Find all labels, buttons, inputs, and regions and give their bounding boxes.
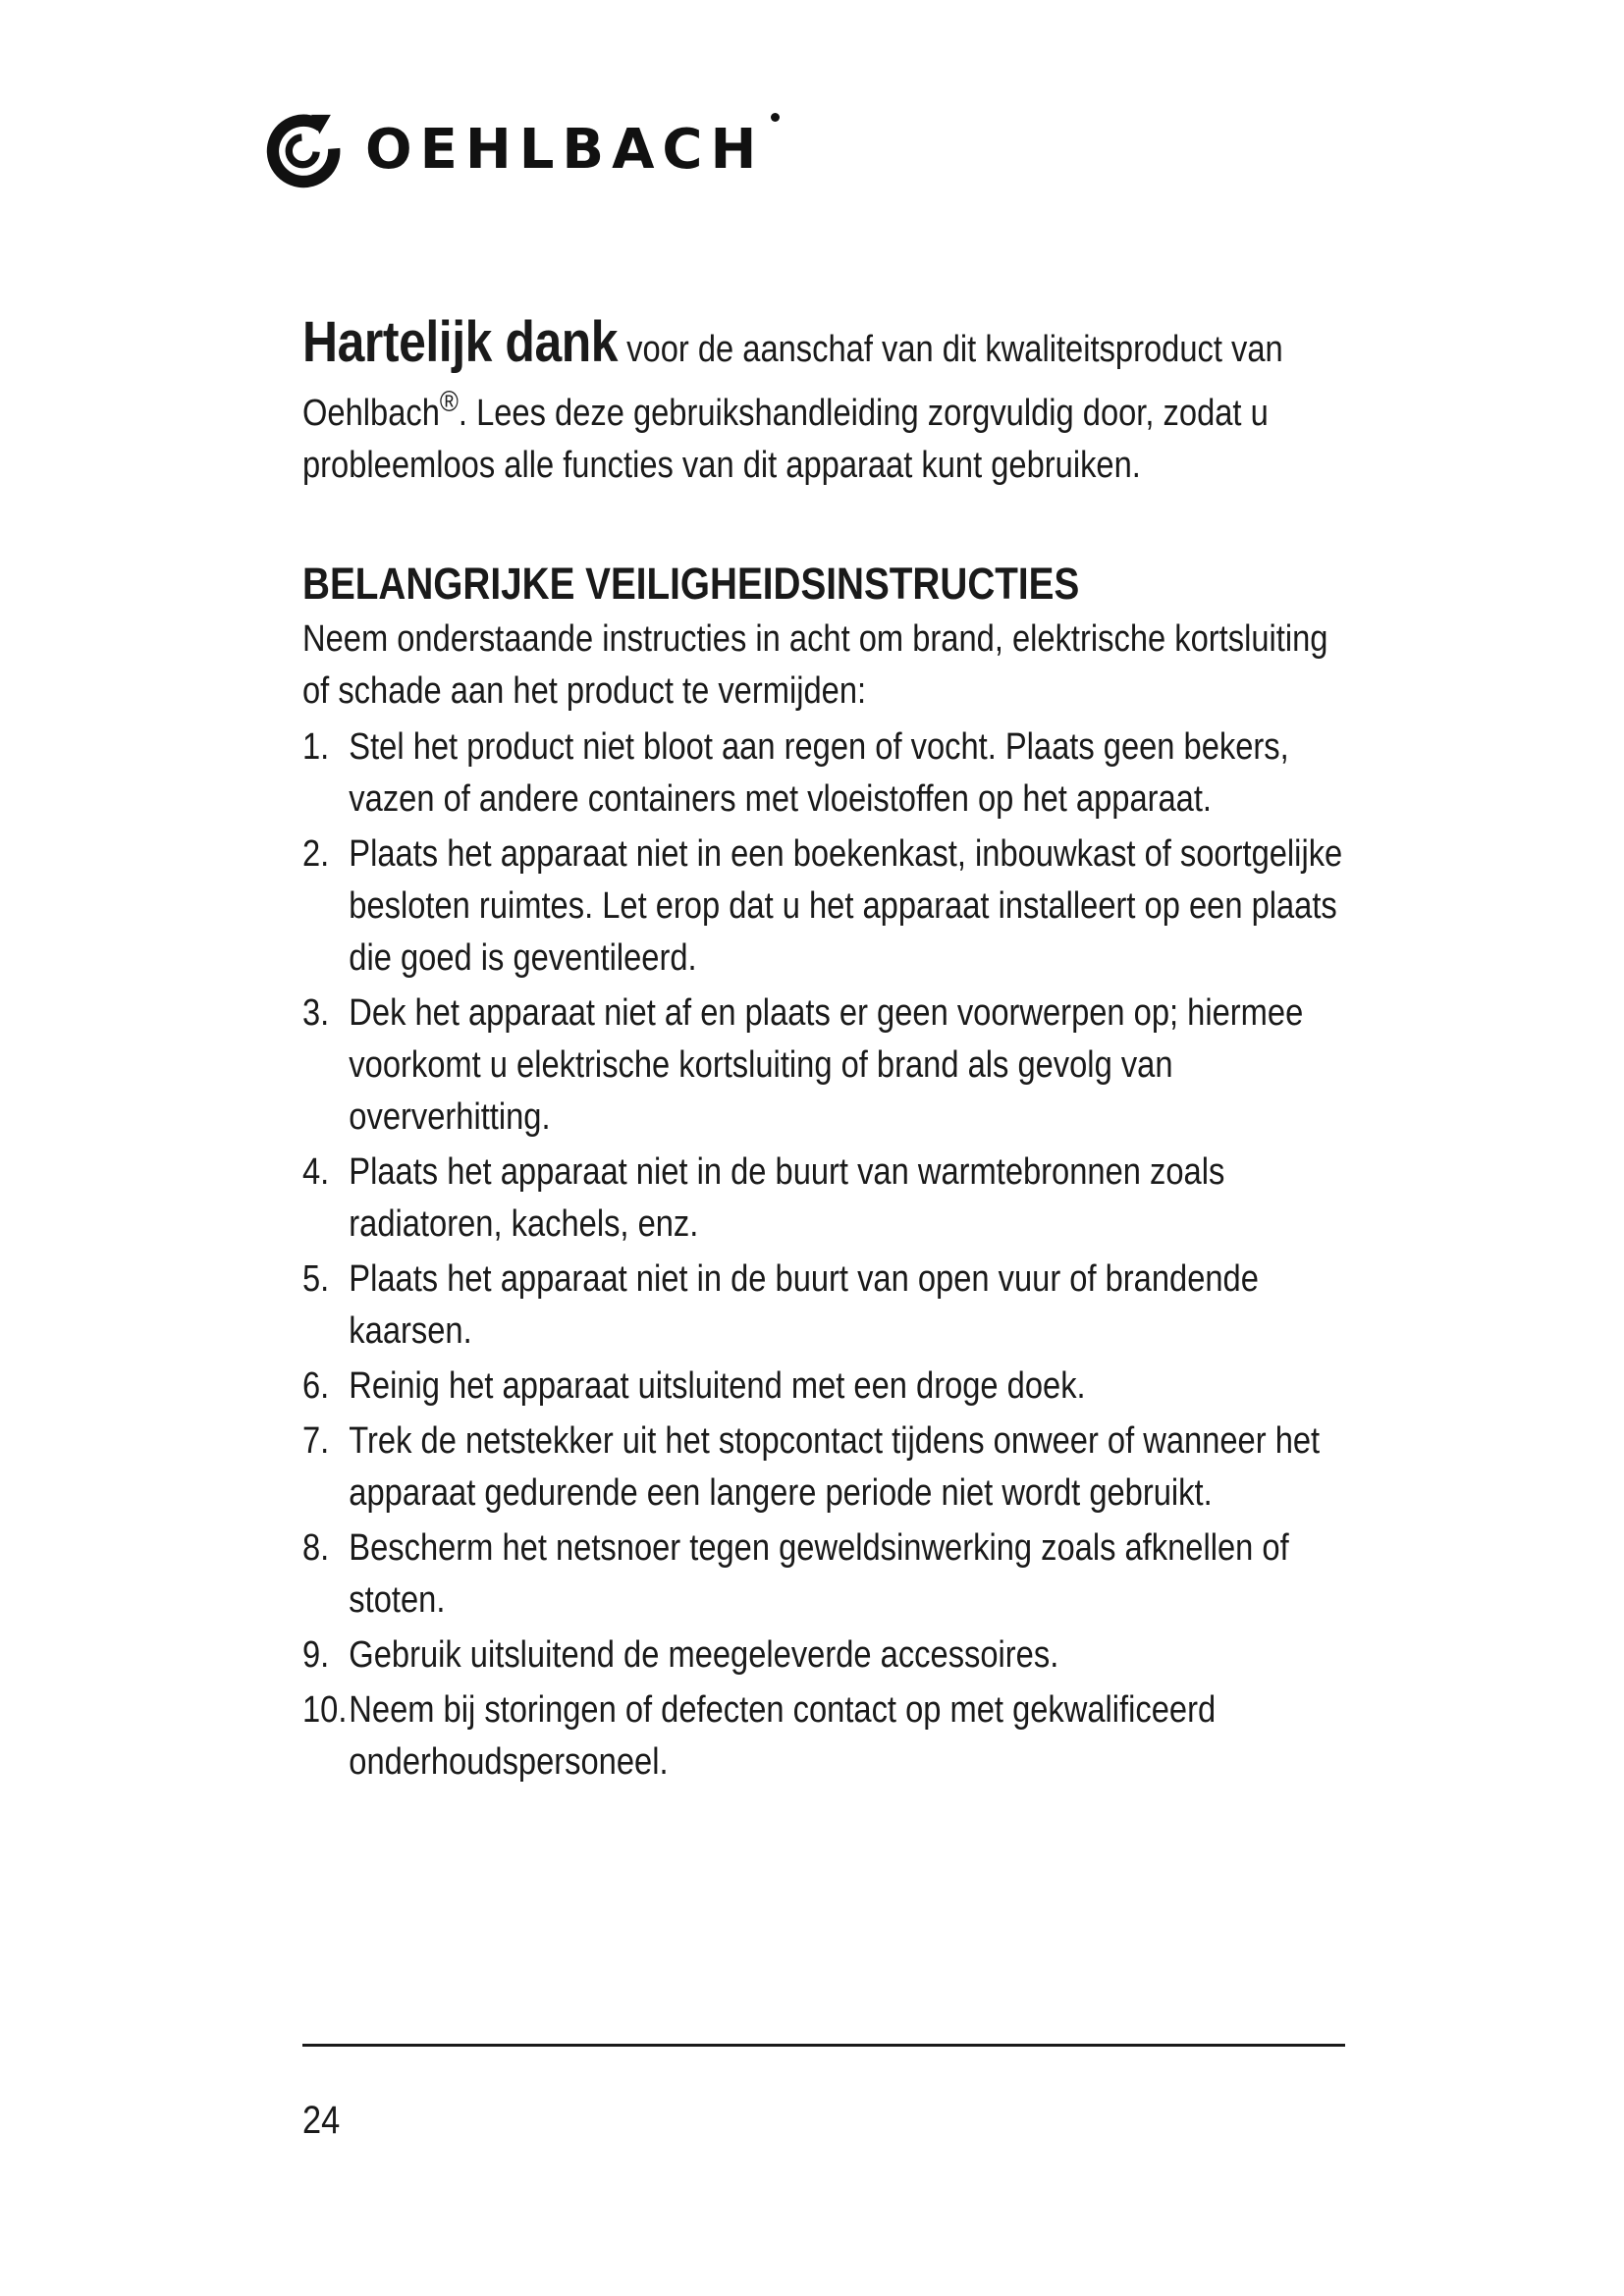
page-content [302,310,1343,1791]
registered-mark: ® [439,386,459,418]
list-item-number: 10. [302,1689,348,1731]
list-item-text: Plaats het apparaat niet in de buurt van warmtebronnen zoals radiatoren, kachels, enz. [349,1151,1225,1245]
list-item [302,1522,1343,1627]
list-item-text: Reinig het apparaat uitsluitend met een droge doek. [349,1365,1086,1407]
list-item-number: 8. [302,1527,330,1569]
list-item [302,721,1343,826]
list-item [302,828,1343,985]
list-item-text: Trek de netstekker uit het stopcontact tijdens onweer of wanneer het apparaat gedurende een langere periode niet wordt gebruikt. [349,1420,1321,1514]
list-item-text: Plaats het apparaat niet in de buurt van open vuur of brandende kaarsen. [349,1258,1259,1352]
intro-text-part1: voor de aanschaf van dit kwaliteitsproduct van Oehlbach [302,329,1283,434]
list-item-number: 2. [302,833,330,875]
safety-heading: BELANGRIJKE VEILIGHEIDSINSTRUCTIES [302,559,1080,609]
list-item-number: 6. [302,1365,330,1407]
list-item-text: Plaats het apparaat niet in een boekenkast, inbouwkast of soortgelijke besloten ruimtes. Let erop dat u het apparaat installeert op een plaats die goed is geventileerd. [349,833,1343,979]
list-item [302,1254,1343,1358]
list-item [302,988,1343,1144]
list-item-text: Gebruik uitsluitend de meegeleverde accessoires. [349,1634,1059,1676]
list-item-number: 9. [302,1634,330,1676]
brand-name [365,118,765,182]
oehlbach-logo-icon [263,110,344,190]
registered-dot [771,113,780,122]
brand-name-text: OEHLBACH [365,118,765,182]
list-item-text: Bescherm het netsnoer tegen geweldsinwerking zoals afknellen of stoten. [349,1527,1289,1621]
safety-instructions-list [302,721,1343,1789]
list-item [302,1629,1343,1682]
list-item-text: Dek het apparaat niet af en plaats er geen voorwerpen op; hiermee voorkomt u elektrische kortsluiting of brand als gevolg van oververhitting. [349,992,1304,1138]
list-item-number: 3. [302,992,330,1034]
brand-logo [263,110,764,190]
list-item-number: 4. [302,1151,330,1193]
intro-paragraph [302,310,1343,492]
list-item [302,1415,1343,1520]
safety-lead: Neem onderstaande instructies in acht om brand, elektrische kortsluiting of schade aan het product te vermijden: [302,618,1328,712]
list-item [302,1147,1343,1251]
list-item-text: Stel het product niet bloot aan regen of vocht. Plaats geen bekers, vazen of andere containers met vloeistoffen op het apparaat. [349,726,1289,820]
list-item-number: 1. [302,726,330,768]
list-item-number: 5. [302,1258,330,1300]
list-item [302,1361,1343,1413]
list-item [302,1684,1343,1789]
list-item-number: 7. [302,1420,330,1462]
footer-divider [302,2044,1345,2047]
intro-text-part2: . Lees deze gebruikshandleiding zorgvuldig door, zodat u probleemloos alle functies van dit apparaat kunt gebruiken. [302,393,1269,486]
page-number: 24 [302,2099,341,2142]
list-item-text: Neem bij storingen of defecten contact op met gekwalificeerd onderhoudspersoneel. [349,1689,1217,1783]
intro-title: Hartelijk dank [302,310,619,374]
